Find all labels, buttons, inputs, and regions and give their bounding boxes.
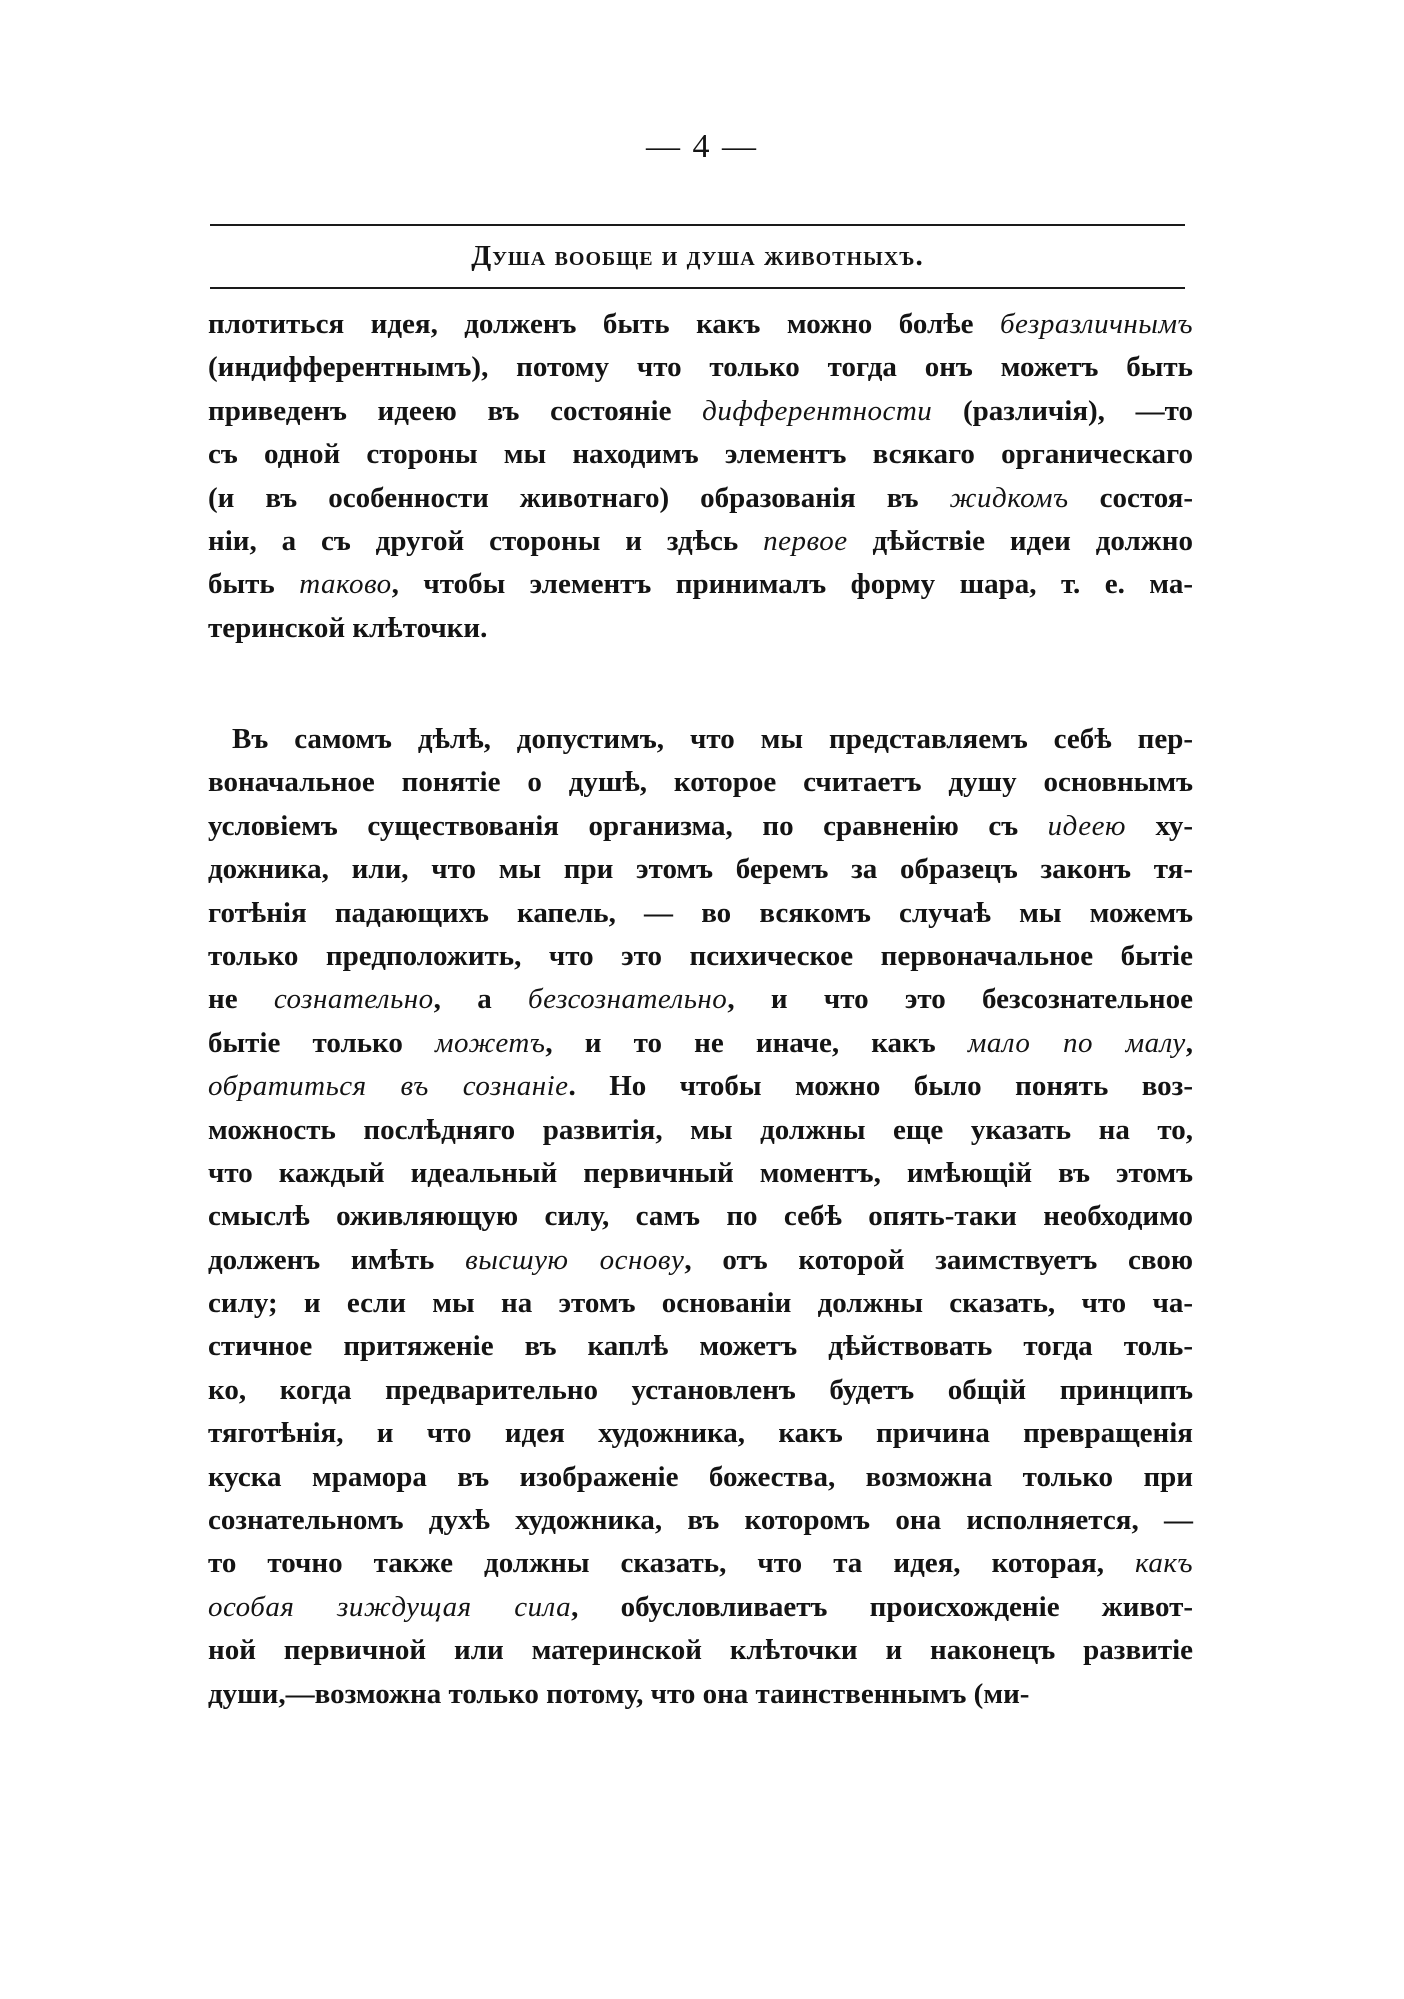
paragraph-1 [208,303,1193,650]
text-line: съ одной стороны мы находимъ элементъ всякаго органическаго [208,438,1193,471]
text-line: обратиться въ сознаніе. Но чтобы можно было понять воз- [208,1070,1193,1103]
text-line: дожника, или, что мы при этомъ беремъ за образецъ законъ тя- [208,853,1193,886]
text-line: что каждый идеальный первичный моментъ, имѣющій въ этомъ [208,1156,1193,1189]
page-number: — 4 — [646,128,758,165]
italic-emphasis: какъ [1135,1547,1193,1580]
italic-emphasis: идеею [1047,809,1126,842]
text-line: (и въ особенности животнаго) образованія въ жидкомъ состоя- [208,481,1194,514]
paragraph-2 [208,718,1193,1716]
text-line: теринской клѣточки. [208,611,488,644]
text-line: ко, когда предварительно установленъ будетъ общій принципъ [208,1373,1193,1406]
text-line: сознательномъ духѣ художника, въ которомъ она исполняется, — [208,1504,1193,1537]
text-line: готѣнія падающихъ капель, — во всякомъ случаѣ мы можемъ [208,896,1193,929]
text-line: особая зиждущая сила, обусловливаетъ происхожденіе живот- [208,1590,1193,1623]
text-line: смыслѣ оживляющую силу, самъ по себѣ опять-таки необходимо [208,1200,1193,1233]
italic-emphasis: высшую основу [465,1243,685,1276]
text-line: быть таково, чтобы элементъ принималъ форму шара, т. е. ма- [208,568,1193,601]
text-line: силу; и если мы на этомъ основаніи должны сказать, что ча- [208,1287,1193,1320]
italic-emphasis: безразличнымъ [999,308,1193,340]
header-rule-top [210,224,1185,226]
italic-emphasis: таково [299,568,392,601]
italic-emphasis: сознательно [273,983,434,1016]
text-line: приведенъ идеею въ состояніе дифферентности (различія), —то [208,394,1193,427]
italic-emphasis: обратиться въ сознаніе [208,1070,569,1103]
text-line: стичное притяженіе въ каплѣ можетъ дѣйствовать тогда толь- [208,1330,1193,1363]
text-line: условіемъ существованія организма, по сравненію съ идеею ху- [208,809,1193,842]
italic-emphasis: дифферентности [702,394,933,427]
paragraph-text [208,718,1193,1716]
text-line: не сознательно, а безсознательно, и что это безсознательное [208,983,1193,1016]
italic-emphasis: мало по малу [967,1026,1186,1059]
italic-emphasis: можетъ [435,1026,546,1059]
text-line: то точно также должны сказать, что та идея, которая, какъ [208,1547,1193,1580]
text-line: куска мрамора въ изображеніе божества, возможна только при [208,1460,1193,1493]
italic-emphasis: особая зиждущая сила [208,1590,572,1623]
italic-emphasis: безсознательно [528,983,728,1016]
text-line: бытіе только можетъ, и то не иначе, какъ мало по малу, [208,1026,1194,1059]
text-line: плотиться идея, долженъ быть какъ можно болѣе безразличнымъ [208,308,1193,340]
header-rule-bottom [210,287,1185,289]
italic-emphasis: первое [763,524,848,557]
running-head: Душа вообще и душа животныхъ. [471,240,924,272]
text-line: тяготѣнія, и что идея художника, какъ причина превращенія [208,1417,1193,1450]
text-line: воначальное понятіе о душѣ, которое считаетъ душу основнымъ [208,766,1193,799]
text-line: души,—возможна только потому, что она таинственнымъ (ми- [208,1677,1030,1710]
text-line: ніи, а съ другой стороны и здѣсь первое дѣйствіе идеи должно [208,524,1193,557]
italic-emphasis: жидкомъ [949,481,1069,514]
text-line: (индифферентнымъ), потому что только тогда онъ можетъ быть [208,351,1193,384]
text-line: только предположить, что это психическое первоначальное бытіе [208,939,1193,972]
text-line: Въ самомъ дѣлѣ, допустимъ, что мы представляемъ себѣ пер- [232,723,1193,755]
text-line: ной первичной или материнской клѣточки и наконецъ развитіе [208,1634,1193,1667]
paragraph-text [208,303,1193,650]
text-line: можность послѣдняго развитія, мы должны еще указать на то, [208,1113,1193,1146]
text-line: долженъ имѣть высшую основу, отъ которой заимствуетъ свою [208,1243,1193,1276]
